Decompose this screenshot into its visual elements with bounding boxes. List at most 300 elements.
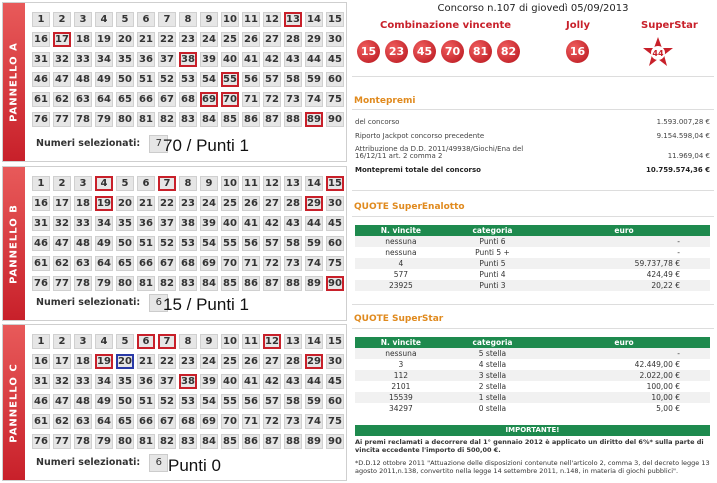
number-cell-25[interactable]: 25 [221,32,239,47]
number-cell-59[interactable]: 59 [305,236,323,251]
number-cell-49[interactable]: 49 [95,72,113,87]
number-cell-82[interactable]: 82 [158,434,176,449]
number-cell-71[interactable]: 71 [242,92,260,107]
number-cell-1[interactable]: 1 [32,12,50,27]
number-cell-7[interactable]: 7 [158,334,176,349]
number-cell-78[interactable]: 78 [74,276,92,291]
number-cell-43[interactable]: 43 [284,374,302,389]
number-cell-90[interactable]: 90 [326,276,344,291]
number-row [32,412,347,432]
number-cell-84[interactable]: 84 [200,434,218,449]
number-cell-26[interactable]: 26 [242,354,260,369]
number-cell-57[interactable]: 57 [263,236,281,251]
table-header [355,225,710,236]
number-cell-22[interactable]: 22 [158,354,176,369]
number-cell-19[interactable]: 19 [95,196,113,211]
number-cell-29[interactable]: 29 [305,196,323,211]
number-cell-85[interactable]: 85 [221,276,239,291]
number-cell-29[interactable]: 29 [305,354,323,369]
number-cell-1[interactable]: 1 [32,176,50,191]
number-cell-51[interactable]: 51 [137,394,155,409]
number-cell-78[interactable]: 78 [74,112,92,127]
number-cell-24[interactable]: 24 [200,196,218,211]
number-row [32,372,347,392]
number-cell-7[interactable]: 7 [158,12,176,27]
number-cell-24[interactable]: 24 [200,32,218,47]
number-cell-38[interactable]: 38 [179,52,197,67]
number-cell-87[interactable]: 87 [263,434,281,449]
number-cell-83[interactable]: 83 [179,434,197,449]
number-cell-84[interactable]: 84 [200,276,218,291]
number-cell-62[interactable]: 62 [53,256,71,271]
number-row [32,234,347,254]
number-cell-12[interactable]: 12 [263,334,281,349]
number-cell-79[interactable]: 79 [95,112,113,127]
number-cell-75[interactable]: 75 [326,92,344,107]
number-cell-35[interactable]: 35 [116,374,134,389]
number-cell-31[interactable]: 31 [32,52,50,67]
table-cell: - [677,248,680,257]
number-cell-20[interactable]: 20 [116,354,134,369]
number-cell-79[interactable]: 79 [95,276,113,291]
number-cell-38[interactable]: 38 [179,216,197,231]
number-cell-18[interactable]: 18 [74,354,92,369]
number-cell-5[interactable]: 5 [116,12,134,27]
table-row [355,403,710,414]
number-cell-49[interactable]: 49 [95,394,113,409]
table-header [355,337,710,348]
number-cell-34[interactable]: 34 [95,52,113,67]
number-cell-32[interactable]: 32 [53,52,71,67]
panel-c-tab [3,325,25,480]
number-cell-42[interactable]: 42 [263,52,281,67]
number-cell-70[interactable]: 70 [221,414,239,429]
number-cell-36[interactable]: 36 [137,52,155,67]
number-cell-89[interactable]: 89 [305,434,323,449]
number-cell-31[interactable]: 31 [32,216,50,231]
number-cell-22[interactable]: 22 [158,196,176,211]
number-cell-18[interactable]: 18 [74,32,92,47]
montepremi-title: Montepremi [354,96,416,106]
number-cell-9[interactable]: 9 [200,334,218,349]
number-cell-53[interactable]: 53 [179,236,197,251]
column-header: N. vincite [355,225,447,236]
number-cell-56[interactable]: 56 [242,236,260,251]
number-cell-24[interactable]: 24 [200,354,218,369]
number-cell-21[interactable]: 21 [137,354,155,369]
number-cell-45[interactable]: 45 [326,216,344,231]
number-cell-77[interactable]: 77 [53,434,71,449]
table-cell: Punti 6 [447,236,538,247]
number-cell-28[interactable]: 28 [284,354,302,369]
table-cell: - [538,236,710,247]
number-cell-60[interactable]: 60 [326,394,344,409]
number-cell-67[interactable]: 67 [158,256,176,271]
number-cell-23[interactable]: 23 [179,196,197,211]
number-cell-63[interactable]: 63 [74,92,92,107]
number-cell-77[interactable]: 77 [53,276,71,291]
number-cell-27[interactable]: 27 [263,196,281,211]
number-cell-87[interactable]: 87 [263,276,281,291]
number-cell-88[interactable]: 88 [284,112,302,127]
number-cell-28[interactable]: 28 [284,32,302,47]
number-cell-67[interactable]: 67 [158,92,176,107]
jolly-label: Jolly [566,20,590,31]
number-cell-2[interactable]: 2 [53,12,71,27]
number-cell-77[interactable]: 77 [53,112,71,127]
number-cell-29[interactable]: 29 [305,32,323,47]
number-cell-69[interactable]: 69 [200,92,218,107]
number-cell-11[interactable]: 11 [242,176,260,191]
number-cell-14[interactable]: 14 [305,334,323,349]
number-cell-80[interactable]: 80 [116,434,134,449]
number-cell-65[interactable]: 65 [116,92,134,107]
number-cell-9[interactable]: 9 [200,12,218,27]
number-cell-65[interactable]: 65 [116,414,134,429]
number-cell-45[interactable]: 45 [326,374,344,389]
number-cell-52[interactable]: 52 [158,236,176,251]
number-cell-53[interactable]: 53 [179,72,197,87]
number-cell-15[interactable]: 15 [326,334,344,349]
number-cell-48[interactable]: 48 [74,72,92,87]
number-cell-65[interactable]: 65 [116,256,134,271]
number-cell-10[interactable]: 10 [221,334,239,349]
number-cell-21[interactable]: 21 [137,32,155,47]
number-cell-8[interactable]: 8 [179,334,197,349]
number-cell-89[interactable]: 89 [305,276,323,291]
number-cell-64[interactable]: 64 [95,256,113,271]
number-cell-76[interactable]: 76 [32,276,50,291]
divider [352,304,714,305]
number-cell-13[interactable]: 13 [284,334,302,349]
number-cell-75[interactable]: 75 [326,414,344,429]
number-cell-40[interactable]: 40 [221,52,239,67]
number-cell-88[interactable]: 88 [284,434,302,449]
number-cell-44[interactable]: 44 [305,52,323,67]
number-cell-34[interactable]: 34 [95,374,113,389]
number-cell-80[interactable]: 80 [116,276,134,291]
number-cell-4[interactable]: 4 [95,12,113,27]
number-cell-76[interactable]: 76 [32,434,50,449]
table-cell: 0 stella [478,404,507,413]
number-cell-52[interactable]: 52 [158,394,176,409]
number-cell-35[interactable]: 35 [116,216,134,231]
number-cell-32[interactable]: 32 [53,374,71,389]
number-cell-69[interactable]: 69 [200,414,218,429]
number-cell-73[interactable]: 73 [284,92,302,107]
number-cell-26[interactable]: 26 [242,196,260,211]
number-cell-73[interactable]: 73 [284,414,302,429]
number-cell-63[interactable]: 63 [74,256,92,271]
number-cell-68[interactable]: 68 [179,256,197,271]
number-cell-3[interactable]: 3 [74,176,92,191]
number-cell-56[interactable]: 56 [242,72,260,87]
number-cell-59[interactable]: 59 [305,394,323,409]
number-cell-44[interactable]: 44 [305,216,323,231]
number-cell-19[interactable]: 19 [95,32,113,47]
number-cell-43[interactable]: 43 [284,216,302,231]
number-cell-57[interactable]: 57 [263,394,281,409]
number-cell-56[interactable]: 56 [242,394,260,409]
number-cell-50[interactable]: 50 [116,72,134,87]
number-cell-37[interactable]: 37 [158,374,176,389]
number-cell-50[interactable]: 50 [116,236,134,251]
number-cell-10[interactable]: 10 [221,12,239,27]
number-cell-5[interactable]: 5 [116,176,134,191]
panel-a-grid [32,10,347,130]
number-cell-27[interactable]: 27 [263,354,281,369]
number-cell-47[interactable]: 47 [53,394,71,409]
number-cell-54[interactable]: 54 [200,394,218,409]
montepremi-row: Riporto Jackpot concorso precedente 9.154.598,04 € [355,132,710,140]
number-row [32,30,347,50]
number-cell-13[interactable]: 13 [284,176,302,191]
number-cell-43[interactable]: 43 [284,52,302,67]
number-cell-33[interactable]: 33 [74,216,92,231]
number-cell-58[interactable]: 58 [284,72,302,87]
number-cell-2[interactable]: 2 [53,334,71,349]
number-cell-75[interactable]: 75 [326,256,344,271]
number-cell-11[interactable]: 11 [242,334,260,349]
number-cell-70[interactable]: 70 [221,256,239,271]
number-cell-81[interactable]: 81 [137,276,155,291]
number-cell-83[interactable]: 83 [179,276,197,291]
number-cell-37[interactable]: 37 [158,52,176,67]
number-cell-74[interactable]: 74 [305,256,323,271]
number-cell-16[interactable]: 16 [32,354,50,369]
number-cell-86[interactable]: 86 [242,434,260,449]
number-cell-81[interactable]: 81 [137,112,155,127]
number-cell-39[interactable]: 39 [200,52,218,67]
number-cell-15[interactable]: 15 [326,176,344,191]
number-cell-57[interactable]: 57 [263,72,281,87]
number-cell-27[interactable]: 27 [263,32,281,47]
number-cell-71[interactable]: 71 [242,256,260,271]
number-cell-17[interactable]: 17 [53,196,71,211]
number-cell-47[interactable]: 47 [53,72,71,87]
number-cell-89[interactable]: 89 [305,112,323,127]
number-cell-39[interactable]: 39 [200,374,218,389]
number-cell-42[interactable]: 42 [263,374,281,389]
number-cell-40[interactable]: 40 [221,216,239,231]
number-cell-31[interactable]: 31 [32,374,50,389]
number-cell-23[interactable]: 23 [179,32,197,47]
number-cell-80[interactable]: 80 [116,112,134,127]
number-cell-6[interactable]: 6 [137,334,155,349]
jolly-ball: 16 [566,40,589,63]
number-cell-66[interactable]: 66 [137,256,155,271]
number-cell-60[interactable]: 60 [326,72,344,87]
table-cell: 34297 [388,404,413,413]
number-cell-62[interactable]: 62 [53,92,71,107]
number-cell-85[interactable]: 85 [221,434,239,449]
number-cell-33[interactable]: 33 [74,374,92,389]
table-row [355,269,710,280]
number-cell-72[interactable]: 72 [263,92,281,107]
number-cell-51[interactable]: 51 [137,236,155,251]
number-cell-30[interactable]: 30 [326,354,344,369]
number-cell-61[interactable]: 61 [32,92,50,107]
number-cell-85[interactable]: 85 [221,112,239,127]
number-cell-81[interactable]: 81 [137,434,155,449]
number-cell-17[interactable]: 17 [53,354,71,369]
number-cell-74[interactable]: 74 [305,414,323,429]
number-cell-90[interactable]: 90 [326,112,344,127]
number-cell-86[interactable]: 86 [242,276,260,291]
number-cell-4[interactable]: 4 [95,176,113,191]
number-cell-30[interactable]: 30 [326,196,344,211]
number-cell-61[interactable]: 61 [32,256,50,271]
table-cell: nessuna [355,348,447,359]
number-cell-6[interactable]: 6 [137,12,155,27]
number-cell-86[interactable]: 86 [242,112,260,127]
number-cell-12[interactable]: 12 [263,12,281,27]
number-cell-12[interactable]: 12 [263,176,281,191]
number-cell-50[interactable]: 50 [116,394,134,409]
number-cell-28[interactable]: 28 [284,196,302,211]
number-cell-47[interactable]: 47 [53,236,71,251]
number-cell-13[interactable]: 13 [284,12,302,27]
number-cell-49[interactable]: 49 [95,236,113,251]
number-cell-70[interactable]: 70 [221,92,239,107]
number-cell-82[interactable]: 82 [158,112,176,127]
number-cell-26[interactable]: 26 [242,32,260,47]
number-cell-64[interactable]: 64 [95,92,113,107]
number-cell-6[interactable]: 6 [137,176,155,191]
number-cell-63[interactable]: 63 [74,414,92,429]
number-cell-72[interactable]: 72 [263,256,281,271]
number-cell-16[interactable]: 16 [32,32,50,47]
number-cell-34[interactable]: 34 [95,216,113,231]
number-cell-46[interactable]: 46 [32,72,50,87]
number-cell-20[interactable]: 20 [116,32,134,47]
number-cell-9[interactable]: 9 [200,176,218,191]
number-cell-33[interactable]: 33 [74,52,92,67]
number-cell-7[interactable]: 7 [158,176,176,191]
number-cell-41[interactable]: 41 [242,216,260,231]
number-cell-87[interactable]: 87 [263,112,281,127]
number-cell-73[interactable]: 73 [284,256,302,271]
number-cell-55[interactable]: 55 [221,236,239,251]
number-cell-55[interactable]: 55 [221,394,239,409]
number-cell-61[interactable]: 61 [32,414,50,429]
table-cell: 1 stella [447,392,538,403]
number-cell-83[interactable]: 83 [179,112,197,127]
number-cell-41[interactable]: 41 [242,374,260,389]
number-cell-48[interactable]: 48 [74,394,92,409]
panel-a-score: 70 / Punti 1 [163,136,250,155]
number-cell-74[interactable]: 74 [305,92,323,107]
panel-c-grid [32,332,347,452]
number-cell-8[interactable]: 8 [179,12,197,27]
number-cell-14[interactable]: 14 [305,176,323,191]
number-cell-22[interactable]: 22 [158,32,176,47]
number-cell-64[interactable]: 64 [95,414,113,429]
number-cell-32[interactable]: 32 [53,216,71,231]
number-cell-8[interactable]: 8 [179,176,197,191]
number-cell-25[interactable]: 25 [221,196,239,211]
number-cell-78[interactable]: 78 [74,434,92,449]
number-cell-54[interactable]: 54 [200,72,218,87]
number-cell-90[interactable]: 90 [326,434,344,449]
number-cell-55[interactable]: 55 [221,72,239,87]
number-cell-76[interactable]: 76 [32,112,50,127]
number-cell-30[interactable]: 30 [326,32,344,47]
number-cell-48[interactable]: 48 [74,236,92,251]
number-cell-19[interactable]: 19 [95,354,113,369]
number-cell-4[interactable]: 4 [95,334,113,349]
number-cell-60[interactable]: 60 [326,236,344,251]
number-cell-88[interactable]: 88 [284,276,302,291]
number-cell-68[interactable]: 68 [179,92,197,107]
number-cell-59[interactable]: 59 [305,72,323,87]
number-cell-18[interactable]: 18 [74,196,92,211]
number-cell-69[interactable]: 69 [200,256,218,271]
number-cell-84[interactable]: 84 [200,112,218,127]
number-cell-79[interactable]: 79 [95,434,113,449]
number-cell-51[interactable]: 51 [137,72,155,87]
number-cell-37[interactable]: 37 [158,216,176,231]
number-cell-21[interactable]: 21 [137,196,155,211]
number-cell-58[interactable]: 58 [284,394,302,409]
number-cell-3[interactable]: 3 [74,334,92,349]
number-row [32,194,347,214]
number-cell-46[interactable]: 46 [32,394,50,409]
number-cell-16[interactable]: 16 [32,196,50,211]
number-cell-66[interactable]: 66 [137,414,155,429]
number-cell-17[interactable]: 17 [53,32,71,47]
column-header: euro [538,225,710,236]
number-cell-36[interactable]: 36 [137,374,155,389]
number-cell-36[interactable]: 36 [137,216,155,231]
quote-superstar-table [355,337,710,414]
number-cell-38[interactable]: 38 [179,374,197,389]
number-cell-40[interactable]: 40 [221,374,239,389]
number-cell-45[interactable]: 45 [326,52,344,67]
number-cell-20[interactable]: 20 [116,196,134,211]
number-cell-82[interactable]: 82 [158,276,176,291]
number-cell-5[interactable]: 5 [116,334,134,349]
number-cell-66[interactable]: 66 [137,92,155,107]
superstar-number: 44 [652,49,664,58]
number-cell-35[interactable]: 35 [116,52,134,67]
number-cell-11[interactable]: 11 [242,12,260,27]
number-row [32,70,347,90]
number-cell-67[interactable]: 67 [158,414,176,429]
number-cell-53[interactable]: 53 [179,394,197,409]
number-cell-52[interactable]: 52 [158,72,176,87]
number-cell-62[interactable]: 62 [53,414,71,429]
number-cell-71[interactable]: 71 [242,414,260,429]
number-cell-44[interactable]: 44 [305,374,323,389]
number-cell-14[interactable]: 14 [305,12,323,27]
number-cell-25[interactable]: 25 [221,354,239,369]
number-cell-42[interactable]: 42 [263,216,281,231]
number-cell-39[interactable]: 39 [200,216,218,231]
number-cell-1[interactable]: 1 [32,334,50,349]
number-cell-46[interactable]: 46 [32,236,50,251]
number-cell-10[interactable]: 10 [221,176,239,191]
number-cell-58[interactable]: 58 [284,236,302,251]
number-cell-2[interactable]: 2 [53,176,71,191]
number-cell-41[interactable]: 41 [242,52,260,67]
number-cell-68[interactable]: 68 [179,414,197,429]
number-cell-3[interactable]: 3 [74,12,92,27]
number-cell-15[interactable]: 15 [326,12,344,27]
number-cell-23[interactable]: 23 [179,354,197,369]
number-cell-54[interactable]: 54 [200,236,218,251]
number-cell-72[interactable]: 72 [263,414,281,429]
